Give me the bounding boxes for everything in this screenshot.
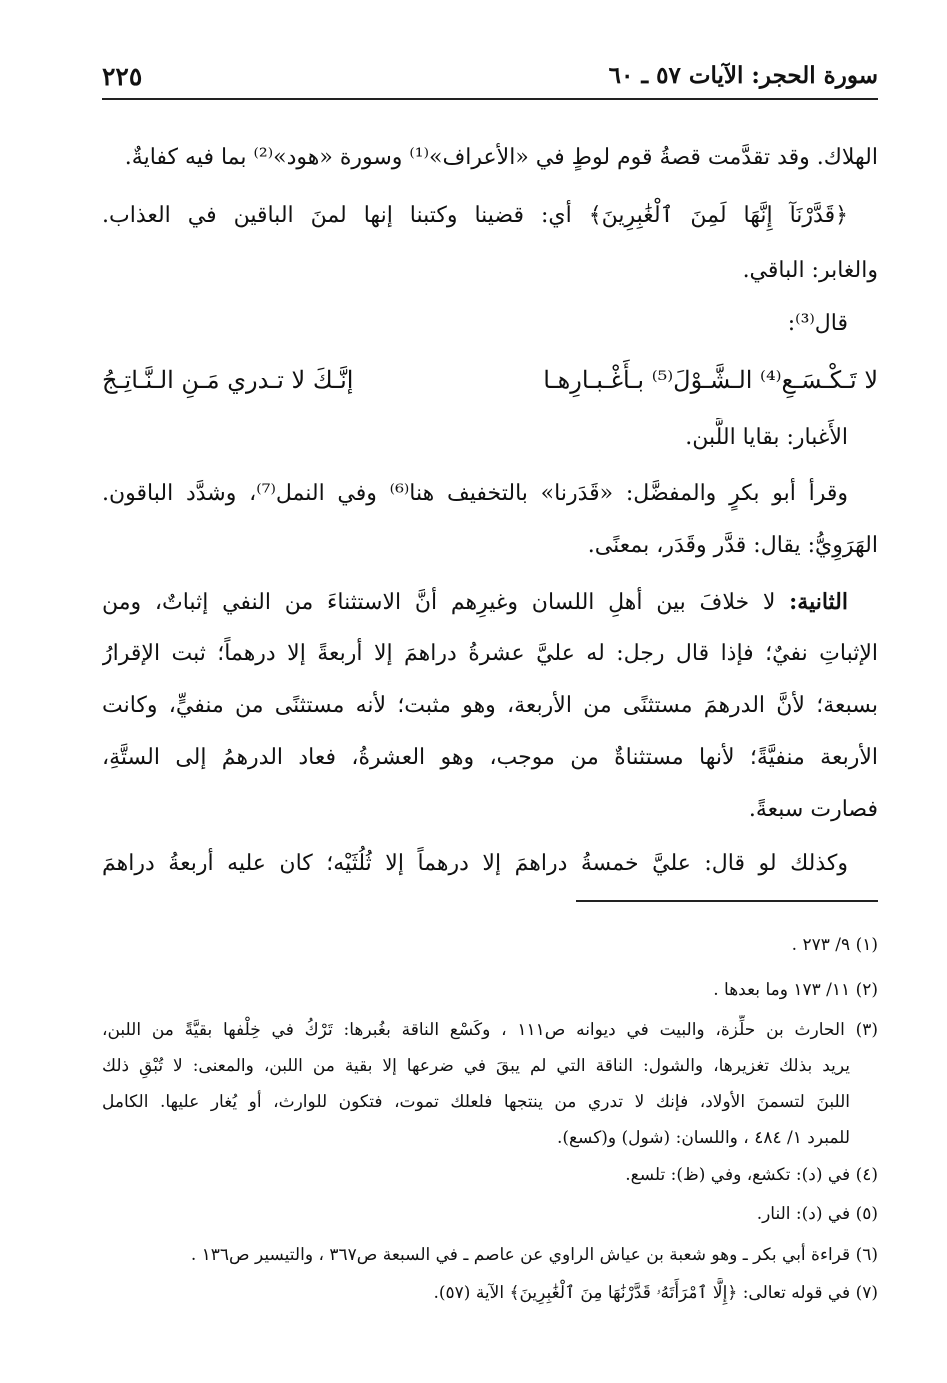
text-line: الأَغبار: بقايا اللَّبن. — [685, 425, 848, 450]
footnote: (٣) الحارث بن حلِّزة، والبيت في ديوانه ص١١١ ، وكَسْع الناقة بغُبرها: تَرْكُ في خِلْفها بقيَّةً من اللبن، — [102, 1020, 878, 1040]
text-line: ﴿قَدَّرْنَآ إِنَّهَا لَمِنَ ٱلْغَٰبِرِينَ﴾ أي: قضينا وكتبنا إنها لمنَ الباقين في العذاب. — [102, 203, 848, 228]
text-line: بسبعة؛ لأنَّ الدرهمَ مستثنًى من الأربعة، وهو مثبت؛ لأنه مستثنًى من منفيٍّ، وكانت — [102, 693, 878, 718]
verse-second-hemistich: إنَّـكَ لا تـدري مَـنِ الـنَّـاتِـجُ — [102, 366, 354, 394]
footnote: (١) ٩/ ٢٧٣ . — [791, 935, 878, 955]
text-line: فصارت سبعةً. — [748, 797, 878, 822]
section-label: الثانية: — [789, 589, 848, 615]
text-line — [102, 582, 878, 622]
text-line: قال⁽³⁾: — [787, 311, 848, 336]
text-line: الإثباتِ نفيٌ؛ فإذا قال رجل: له عليَّ عشرةُ دراهمَ إلا أربعةً إلا درهماً؛ ثبت الإقرارُ — [102, 641, 878, 666]
footnote-continuation: للمبرد ١/ ٤٨٤ ، واللسان: (شول) و(كسع). — [556, 1128, 850, 1148]
text-line: وقرأ أبو بكرٍ والمفضَّل: «قَدَرنا» بالتخفيف هنا⁽⁶⁾ وفي النمل⁽⁷⁾، وشدَّد الباقون. — [102, 481, 848, 506]
page-number: ٢٢٥ — [102, 62, 143, 91]
text-line: وكذلك لو قال: عليَّ خمسةُ دراهمَ إلا درهماً إلا ثُلُثَيْه؛ كان عليه أربعةُ دراهمَ — [102, 851, 848, 876]
footnote-divider — [576, 900, 878, 902]
footnote-continuation: يريد بذلك تغزيرها، والشول: الناقة التي لم يبقَ في ضرعها إلا بقية من اللبن، والمعنى: لا تُبْقِ ذلك — [102, 1056, 850, 1076]
footnote: (٤) في (د): تكشع، وفي (ظ): تلسع. — [625, 1165, 878, 1185]
text-line: الأربعة منفيَّةً؛ لأنها مستثناةٌ من موجب، وهو العشرةُ، فعاد الدرهمُ إلى الستَّةِ، — [102, 745, 878, 770]
footnote: (٧) في قوله تعالى: ﴿إِلَّا ٱمْرَأَتَهُۥ قَدَّرْنَٰهَا مِنَ ٱلْغَٰبِرِينَ﴾ الآية (٥٧). — [433, 1283, 878, 1303]
footnote-continuation: اللبنَ لتسمنَ الأولاد، فإنك لا تدري من ينتجها فلعلك تموت، فتكون للوارث، أو يُغار عليها. الكامل — [102, 1092, 850, 1112]
text-line: والغابر: الباقي. — [742, 258, 878, 283]
verse-first-hemistich: لا تَـكْـسَـعِ⁽⁴⁾ الـشَّـوْلَ⁽⁵⁾ بـأَغْـبـارِهـا — [543, 366, 878, 394]
section-text: لا خلافَ بين أهلِ اللسان وغيرِهم أنَّ الاستثناءَ من النفي إثباتٌ، ومن — [102, 590, 790, 615]
footnote: (٢) ١١/ ١٧٣ وما بعدها . — [713, 980, 878, 1000]
running-title: سورة الحجر: الآيات ٥٧ ـ ٦٠ — [608, 62, 878, 89]
text-line: الهَرَوِيُّ: يقال: قدَّر وقَدَر، بمعنًى. — [587, 533, 878, 558]
footnote: (٦) قراءة أبي بكر ـ وهو شعبة بن عياش الراوي عن عاصم ـ في السبعة ص٣٦٧ ، والتيسير ص١٣٦ . — [190, 1245, 878, 1265]
footnote: (٥) في (د): النار. — [756, 1204, 878, 1224]
poetry-verse — [102, 358, 878, 402]
text-line: الهلاك. وقد تقدَّمت قصةُ قوم لوطٍ في «الأعراف»⁽¹⁾ وسورة «هود»⁽²⁾ بما فيه كفايةٌ. — [124, 145, 878, 170]
page-header — [102, 56, 878, 100]
